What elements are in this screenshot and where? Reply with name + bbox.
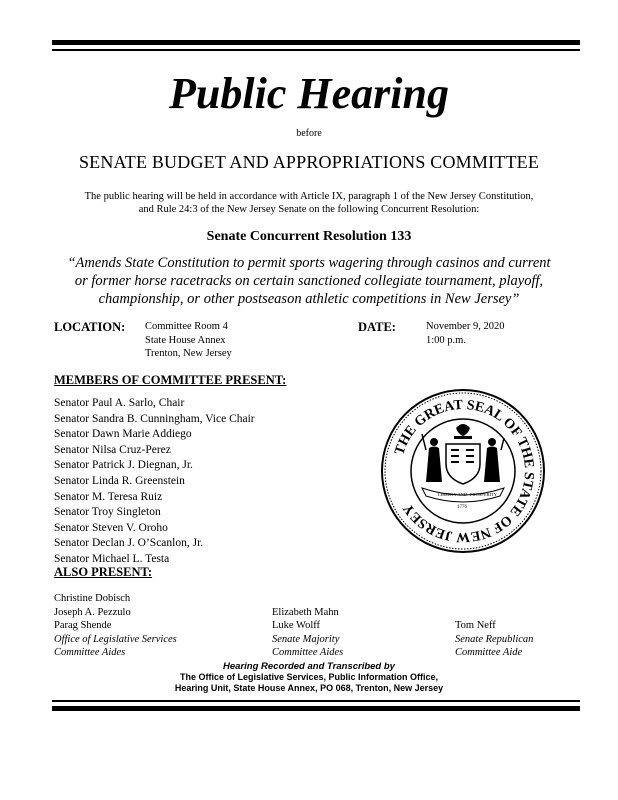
date-label: DATE: xyxy=(358,320,396,334)
member-item: Senator Patrick J. Diegnan, Jr. xyxy=(54,459,193,472)
bottom-rule-thick xyxy=(52,706,580,711)
member-item: Senator Sandra B. Cunningham, Vice Chair xyxy=(54,412,255,425)
member-item: Senator M. Teresa Ruiz xyxy=(54,490,163,503)
member-item: Senator Nilsa Cruz-Perez xyxy=(54,443,171,456)
date-line: November 9, 2020 xyxy=(426,321,505,332)
committee-name: SENATE BUDGET AND APPROPRIATIONS COMMITTEE xyxy=(78,152,540,172)
resolution-description-line: “Amends State Constitution to permit sports wagering through casinos and current xyxy=(67,255,551,271)
seal-banner-left: LIBERTY AND xyxy=(438,492,468,497)
member-item: Senator Troy Singleton xyxy=(54,506,161,519)
person-name: Christine Dobisch xyxy=(54,593,131,604)
top-rule-thick xyxy=(52,40,580,45)
date-line: 1:00 p.m. xyxy=(426,334,466,346)
intro-line: and Rule 24:3 of the New Jersey Senate on the following Concurrent Resolution: xyxy=(138,204,480,215)
person-name: Parag Shende xyxy=(54,620,112,631)
location-value xyxy=(145,320,232,361)
members-heading: MEMBERS OF COMMITTEE PRESENT: xyxy=(54,373,287,387)
footer-line: The Office of Legislative Services, Public Information Office, xyxy=(179,672,439,682)
footer-heading: Hearing Recorded and Transcribed by xyxy=(223,661,395,672)
affiliation: Committee Aide xyxy=(455,647,523,658)
resolution-description-line: or former horse racetracks on certain sanctioned collegiate tournament, playoff, xyxy=(74,273,544,289)
location-label: LOCATION: xyxy=(54,320,126,334)
state-seal-icon xyxy=(380,388,546,554)
members-list xyxy=(54,396,255,568)
member-item: Senator Dawn Marie Addiego xyxy=(54,428,192,441)
intro-text xyxy=(0,190,618,216)
page-title: Public Hearing xyxy=(169,69,449,118)
resolution-description xyxy=(0,254,618,308)
top-rule-thin xyxy=(52,49,580,51)
person-name: Elizabeth Mahn xyxy=(272,606,339,618)
member-item: Senator Michael L. Testa xyxy=(54,552,170,565)
seal-outer-text: THE GREAT SEAL OF THE STATE OF NEW JERSEY xyxy=(392,397,537,545)
footer-line: Hearing Unit, State House Annex, PO 068, Trenton, New Jersey xyxy=(174,683,444,693)
location-line: State House Annex xyxy=(145,334,226,346)
resolution-description-line: championship, or other postseason athletic competitions in New Jersey” xyxy=(98,291,520,307)
person-name: Luke Wolff xyxy=(272,620,321,631)
affiliation: Office of Legislative Services xyxy=(54,633,177,645)
member-item: Senator Paul A. Sarlo, Chair xyxy=(54,397,185,409)
member-item: Senator Linda R. Greenstein xyxy=(54,474,185,487)
also-present-heading: ALSO PRESENT: xyxy=(54,565,153,579)
also-present-col-1 xyxy=(54,592,177,660)
member-item: Senator Declan J. O’Scanlon, Jr. xyxy=(54,537,204,550)
affiliation: Senate Republican xyxy=(455,633,534,645)
also-present-col-3 xyxy=(455,619,533,660)
location-line: Committee Room 4 xyxy=(145,321,228,332)
date-value xyxy=(426,320,504,347)
before-label: before xyxy=(296,128,322,139)
affiliation: Committee Aides xyxy=(54,647,126,658)
resolution-title: Senate Concurrent Resolution 133 xyxy=(206,229,412,244)
location-line: Trenton, New Jersey xyxy=(145,348,232,359)
person-name: Tom Neff xyxy=(455,620,496,631)
person-name: Joseph A. Pezzulo xyxy=(54,606,131,618)
intro-line: The public hearing will be held in accordance with Article IX, paragraph 1 of the New Jersey Constitution, xyxy=(84,191,534,202)
affiliation: Committee Aides xyxy=(272,647,344,658)
footer-credits xyxy=(0,661,618,694)
affiliation: Senate Majority xyxy=(272,633,340,645)
seal-year: 1776 xyxy=(457,505,467,510)
member-item: Senator Steven V. Oroho xyxy=(54,521,168,534)
also-present-col-2 xyxy=(272,606,343,660)
bottom-rule-thin xyxy=(52,700,580,702)
seal-banner-right: PROSPERITY xyxy=(470,492,498,497)
